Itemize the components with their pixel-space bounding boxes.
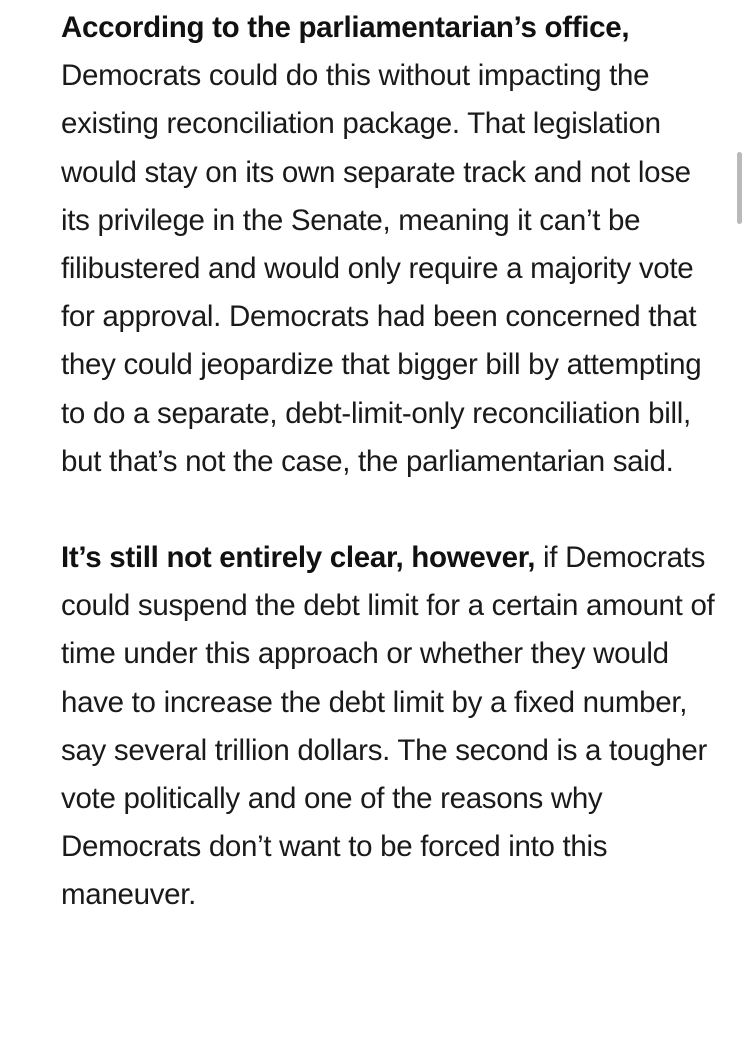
paragraph-lead-bold: It’s still not entirely clear, however, [61,541,536,575]
article-body [61,4,721,968]
article-paragraph [61,4,721,486]
article-paragraph [61,534,721,920]
vertical-scrollbar-thumb[interactable] [737,152,742,224]
paragraph-lead-bold: According to the parliamentarian’s office, [61,11,630,44]
paragraph-text: Democrats could do this without impacting the existing reconciliation package. That legislation would stay on its own separate track and not lose its privilege in the Senate, meaning it can’t be filibustered and would only require a majority vote for approval. Democrats had been concerned that they could jeopardize that bigger bill by attempting to do a separate, debt-limit-only reconciliation bill, but that’s not the case, the parliamentarian said. [61,59,702,478]
paragraph-text: if Democrats could suspend the debt limit for a certain amount of time under this approach or whether they would have to increase the debt limit by a fixed number, say several trillion dollars. The second is a tougher vote politically and one of the reasons why Democrats don’t want to be forced into this maneuver. [61,541,715,912]
